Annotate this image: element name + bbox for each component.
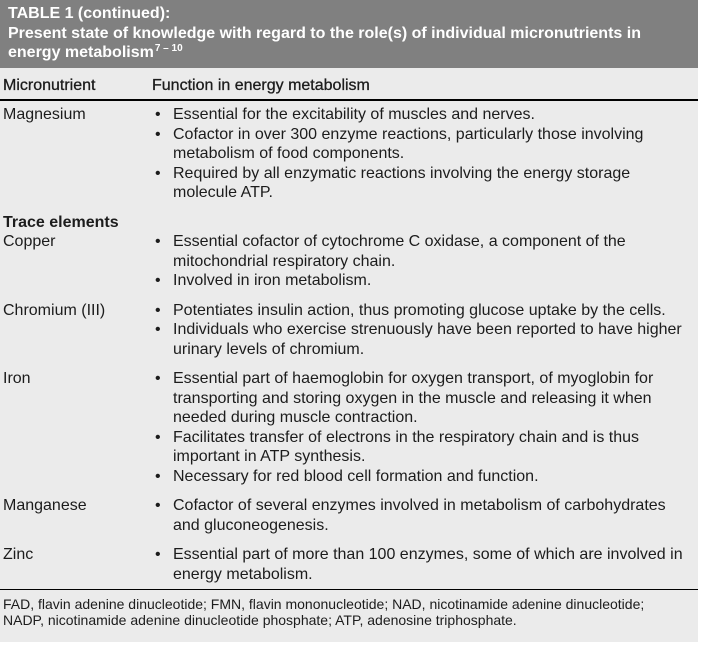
function-bullet (152, 105, 698, 125)
bullet-line: important in ATP synthesis. (173, 448, 366, 465)
table-row-manganese (0, 496, 698, 535)
table-row-iron (0, 369, 698, 486)
function-bullet (152, 125, 698, 164)
table-row-magnesium (0, 105, 698, 203)
column-header-micronutrient: Micronutrient (3, 77, 96, 94)
bullet-line: transporting and storing oxygen in the muscle and releasing it when (173, 389, 652, 407)
bullet-line: molecule ATP. (173, 184, 273, 201)
micronutrient-name: Iron (3, 370, 31, 387)
function-bullet (152, 271, 698, 291)
bullet-line: • Facilitates transfer of electrons in the respiratory chain and is thus (173, 428, 639, 446)
function-bullet (152, 320, 698, 359)
function-list (152, 369, 698, 486)
bullet-line: • Essential part of haemoglobin for oxygen transport, of myoglobin for (173, 370, 654, 387)
table-footnote (0, 589, 698, 628)
micronutrient-name: Magnesium (3, 106, 86, 123)
table-row-copper (0, 232, 698, 291)
function-bullet (152, 496, 698, 535)
table-title-line (8, 43, 698, 63)
table-label: TABLE 1 (continued): (8, 5, 171, 22)
bullet-line: • Potentiates insulin action, thus promoting glucose uptake by the cells. (173, 301, 666, 319)
micronutrient-name: Copper (3, 233, 56, 250)
table-header-band (0, 0, 698, 68)
bullet-line: • Essential part of more than 100 enzymes, some of which are involved in (173, 546, 683, 563)
footnote-line: FAD, flavin adenine dinucleotide; FMN, flavin mononucleotide; NAD, nicotinamide adenine dinucleotide; (3, 596, 645, 612)
section-heading-trace-elements: Trace elements (3, 213, 119, 231)
bullet-line: • Essential cofactor of cytochrome C oxidase, a component of the (173, 233, 626, 250)
bullet-line: • Individuals who exercise strenuously have been reported to have higher (173, 321, 682, 338)
function-bullet (152, 369, 698, 428)
table-body (0, 101, 698, 589)
bullet-line: and gluconeogenesis. (173, 516, 329, 534)
footnote-line: NADP, nicotinamide adenine dinucleotide phosphate; ATP, adenosine triphosphate. (3, 612, 517, 628)
bullet-line: metabolism of food components. (173, 145, 405, 162)
bullet-line: • Cofactor in over 300 enzyme reactions, particularly those involving (173, 125, 644, 143)
function-list (152, 496, 698, 535)
function-bullet (152, 301, 698, 321)
table-row-zinc (0, 545, 698, 584)
bullet-line: • Essential for the excitability of muscles and nerves. (173, 106, 535, 123)
function-bullet (152, 232, 698, 271)
bullet-line: • Necessary for red blood cell formation and function. (173, 467, 539, 485)
micronutrient-name: Zinc (3, 546, 34, 563)
function-list (152, 301, 698, 360)
function-bullet (152, 545, 698, 584)
function-bullet (152, 164, 698, 203)
column-header-function: Function in energy metabolism (152, 77, 370, 94)
bullet-line: • Involved in iron metabolism. (173, 272, 372, 289)
function-list (152, 105, 698, 203)
micronutrient-name: Chromium (III) (3, 301, 106, 319)
table-title-text: energy metabolism (8, 44, 154, 61)
bullet-line: • Required by all enzymatic reactions involving the energy storage (173, 164, 631, 182)
column-header-row (0, 68, 698, 101)
micronutrient-name: Manganese (3, 497, 87, 514)
function-list (152, 545, 698, 584)
function-bullet (152, 467, 698, 487)
bullet-line: urinary levels of chromium. (173, 340, 365, 358)
bullet-line: energy metabolism. (173, 565, 313, 583)
function-bullet (152, 428, 698, 467)
table-row-chromium (0, 301, 698, 360)
bullet-line: • Cofactor of several enzymes involved in metabolism of carbohydrates (173, 497, 666, 514)
bullet-line: mitochondrial respiratory chain. (173, 252, 396, 270)
function-list (152, 232, 698, 291)
reference-superscript: 7 – 10 (154, 43, 183, 54)
bullet-line: needed during muscle contraction. (173, 409, 418, 426)
table-title-line: Present state of knowledge with regard to the role(s) of individual micronutrients in (8, 24, 641, 42)
